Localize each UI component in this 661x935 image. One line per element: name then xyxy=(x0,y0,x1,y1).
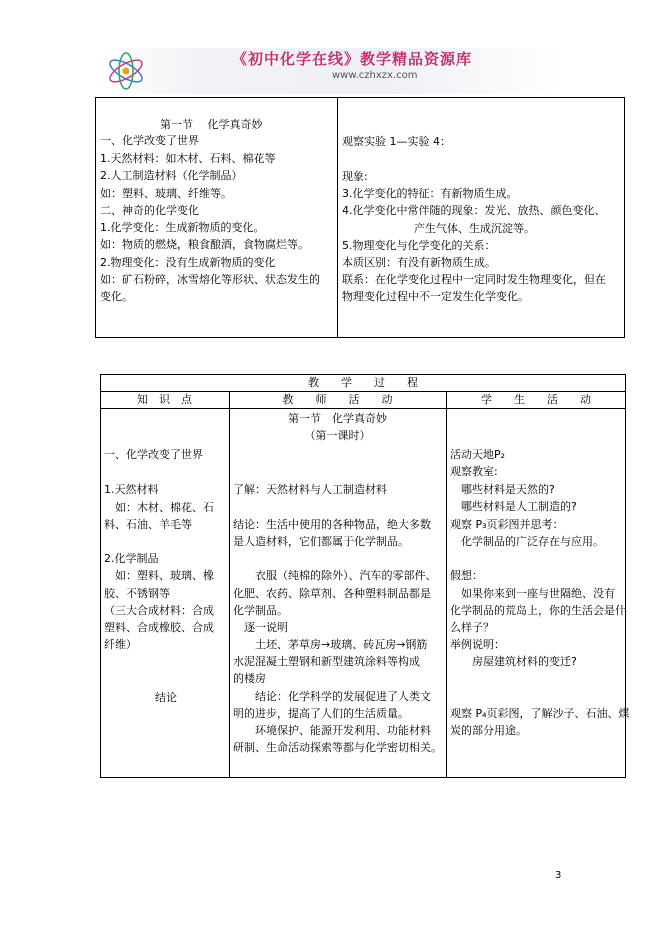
student-line: 活动天地P₂ xyxy=(450,448,506,461)
student-line: 观察 P₄页彩图，了解沙子、石油、煤 xyxy=(450,707,630,720)
teacher-line: 的楼房 xyxy=(233,672,266,685)
knowledge-line: （三大合成材料：合成 xyxy=(104,604,214,617)
student-line: 假想： xyxy=(450,569,483,582)
summary-left-line: 二、神奇的化学变化 xyxy=(100,204,199,217)
student-line: 房屋建筑材料的变迁? xyxy=(450,655,577,668)
student-line: 炭的部分用途。 xyxy=(450,724,527,737)
summary-right-line: 本质区别：有没有新物质生成。 xyxy=(342,256,496,269)
atom-logo-icon xyxy=(104,48,148,94)
summary-left-line: 2.物理变化：没有生成新物质的变化 xyxy=(100,256,276,269)
teacher-line: 逐一说明 xyxy=(233,621,288,634)
teacher-line: 化肥、农药、除草剂、各种塑料制品都是 xyxy=(233,587,431,600)
summary-right-line: 4.化学变化中常伴随的现象：发光、放热、颜色变化、 xyxy=(342,204,606,217)
process-title: 教 学 过 程 xyxy=(308,376,418,389)
knowledge-line: 结论 xyxy=(155,691,177,704)
student-line: 么样子？ xyxy=(450,621,494,634)
summary-left-line: 如：塑料、玻璃、纤维等。 xyxy=(100,187,232,200)
summary-right-line: 联系：在化学变化过程中一定同时发生物理变化，但在 xyxy=(342,273,606,286)
header-banner xyxy=(104,48,562,94)
knowledge-line: 胶、不锈钢等 xyxy=(104,587,170,600)
knowledge-line: 如：塑料、玻璃、橡 xyxy=(104,569,214,582)
summary-heading: 第一节 化学真奇妙 xyxy=(160,118,263,131)
page-number: 3 xyxy=(555,870,562,881)
knowledge-line: 塑料、合成橡胶、合成 xyxy=(104,621,214,634)
teacher-line: 结论：化学科学的发展促进了人类文 xyxy=(233,690,431,703)
summary-left-line: 一、化学改变了世界 xyxy=(100,134,199,147)
knowledge-line: 1.天然材料 xyxy=(104,483,159,496)
student-line: 如果你来到一座与世隔绝、没有 xyxy=(450,587,615,600)
process-col-divider-1 xyxy=(229,391,230,778)
summary-left-line: 1.化学变化：生成新物质的变化。 xyxy=(100,221,265,234)
student-line: 观察教室: xyxy=(450,465,498,478)
process-col-divider-2 xyxy=(446,391,447,778)
teacher-line: 环境保护、能源开发利用、功能材料 xyxy=(233,724,431,737)
summary-right-line: 观察实验 1—实验 4： xyxy=(342,135,451,148)
teacher-line: 了解：天然材料与人工制造材料 xyxy=(233,483,387,496)
summary-right-line: 5.物理变化与化学变化的关系： xyxy=(342,239,496,252)
student-line: 化学制品的荒岛上，你的生活会是什 xyxy=(450,604,626,617)
summary-right-line: 物理变化过程中不一定发生化学变化。 xyxy=(342,290,529,303)
section-subheading: （第一课时） xyxy=(304,429,371,442)
summary-right-line: 3.化学变化的特征：有新物质生成。 xyxy=(342,187,518,200)
summary-right-line: 产生气体、生成沉淀等。 xyxy=(414,222,535,235)
student-line: 哪些材料是天然的? xyxy=(450,483,555,496)
student-line: 化学制品的广泛存在与应用。 xyxy=(450,535,604,548)
student-line: 举例说明： xyxy=(450,638,505,651)
knowledge-line: 料、石油、羊毛等 xyxy=(104,518,192,531)
teacher-line: 化学制品。 xyxy=(233,604,288,617)
summary-divider xyxy=(337,97,338,338)
summary-left-line: 如：矿石粉碎，冰雪熔化等形状、状态发生的 xyxy=(100,273,320,286)
summary-left-line: 1.天然材料：如木材、石料、棉花等 xyxy=(100,152,276,165)
teacher-line: 明的进步，提高了人们的生活质量。 xyxy=(233,707,409,720)
teacher-line: 结论：生活中使用的各种物品，绝大多数 xyxy=(233,518,431,531)
student-line: 哪些材料是人工制造的? xyxy=(450,500,577,513)
teacher-line: 水泥混凝土塑钢和新型建筑涂料等构成 xyxy=(233,655,420,668)
process-title-divider xyxy=(100,391,626,392)
knowledge-line: 一、化学改变了世界 xyxy=(104,448,203,461)
summary-left-line: 变化。 xyxy=(100,290,133,303)
knowledge-line: 2.化学制品 xyxy=(104,552,159,565)
student-line: 观察 P₃页彩图并思考： xyxy=(450,518,564,531)
teacher-line: 是人造材料，它们都属于化学制品。 xyxy=(233,535,409,548)
teacher-line: 研制、生命活动探索等都与化学密切相关。 xyxy=(233,741,442,754)
teacher-line: 衣服（纯棉的除外）、汽车的零部件、 xyxy=(233,569,437,582)
col-header-teacher: 教 师 活 动 xyxy=(282,393,393,406)
process-header-divider xyxy=(100,408,626,409)
summary-left-line: 2.人工制造材料（化学制品） xyxy=(100,169,243,182)
knowledge-line: 纤维） xyxy=(104,638,137,651)
section-heading: 第一节 化学真奇妙 xyxy=(288,412,387,425)
summary-left-line: 如：物质的燃烧，粮食酿酒，食物腐烂等。 xyxy=(100,238,309,251)
col-header-knowledge: 知 识 点 xyxy=(137,393,192,406)
banner-url: www.czhxzx.com xyxy=(332,70,418,81)
summary-right-line: 现象: xyxy=(342,170,368,183)
teacher-line: 土坯、茅草房→玻璃、砖瓦房→钢筋 xyxy=(233,638,428,651)
col-header-student: 学 生 活 动 xyxy=(481,393,591,406)
banner-title: 《初中化学在线》教学精品资源库 xyxy=(232,50,473,68)
knowledge-line: 如：木材、棉花、石 xyxy=(104,501,214,514)
